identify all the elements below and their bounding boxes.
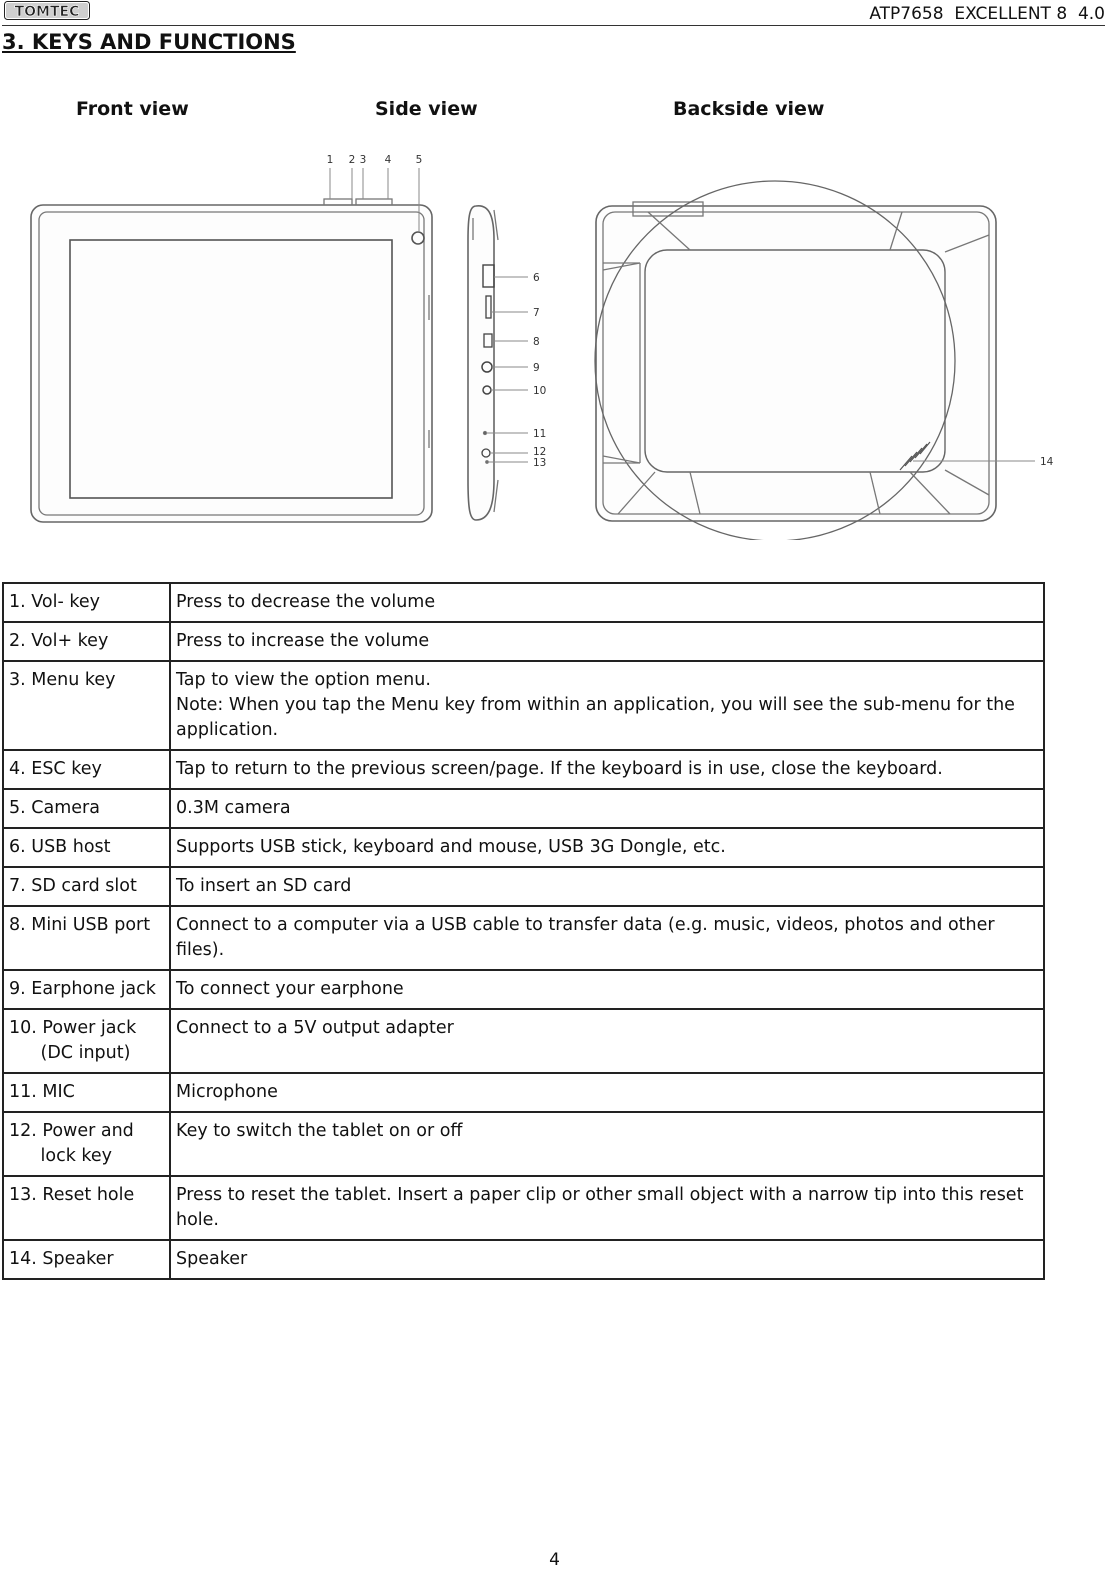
- callout-11: 11: [533, 428, 547, 440]
- backside-view-label: Backside view: [673, 98, 825, 120]
- key-cell: [3, 661, 170, 750]
- table-row: [3, 789, 1044, 828]
- key-description: Key to switch the tablet on or off: [176, 1121, 463, 1141]
- description-cell: [170, 1009, 1044, 1073]
- key-label: 5. Camera: [9, 798, 100, 818]
- key-description: Microphone: [176, 1082, 278, 1102]
- key-label: 10. Power jack (DC input): [9, 1018, 137, 1063]
- callout-9: 9: [533, 362, 540, 374]
- key-label: 8. Mini USB port: [9, 915, 151, 935]
- side-view-label: Side view: [375, 98, 478, 120]
- key-description: To connect your earphone: [176, 979, 404, 999]
- callout-1: 1: [326, 154, 334, 166]
- callout-5: 5: [415, 154, 423, 166]
- volume-keys-drawing: [324, 199, 352, 205]
- table-row: [3, 1240, 1044, 1279]
- front-view-label: Front view: [76, 98, 189, 120]
- side-view-drawing: [468, 206, 498, 520]
- description-cell: [170, 1240, 1044, 1279]
- table-row: [3, 1176, 1044, 1240]
- table-row: [3, 750, 1044, 789]
- table-row: [3, 828, 1044, 867]
- key-description: Connect to a computer via a USB cable to transfer data (e.g. music, videos, photos and other files).: [176, 915, 995, 960]
- callout-12: 12: [533, 446, 547, 458]
- table-row: [3, 1073, 1044, 1112]
- key-cell: [3, 750, 170, 789]
- key-cell: [3, 583, 170, 622]
- front-view-drawing: [31, 199, 432, 522]
- key-label: 7. SD card slot: [9, 876, 137, 896]
- section-title: 3. KEYS AND FUNCTIONS: [2, 30, 296, 54]
- description-cell: [170, 1112, 1044, 1176]
- callout-8: 8: [533, 336, 540, 348]
- key-description: Press to decrease the volume: [176, 592, 436, 612]
- table-row: [3, 1009, 1044, 1073]
- key-cell: [3, 1073, 170, 1112]
- key-label: 3. Menu key: [9, 670, 116, 690]
- description-cell: [170, 789, 1044, 828]
- key-description: Tap to return to the previous screen/page. If the keyboard is in use, close the keyboard.: [176, 759, 943, 779]
- key-description: Connect to a 5V output adapter: [176, 1018, 454, 1038]
- key-cell: [3, 867, 170, 906]
- key-description: Tap to view the option menu.: [176, 670, 431, 690]
- table-row: [3, 661, 1044, 750]
- callout-14: 14: [1040, 456, 1054, 468]
- callout-10: 10: [533, 385, 547, 397]
- key-label: 2. Vol+ key: [9, 631, 109, 651]
- logo-text: TOMTEC: [14, 4, 80, 20]
- key-cell: [3, 828, 170, 867]
- key-description: 0.3M camera: [176, 798, 291, 818]
- key-cell: [3, 1009, 170, 1073]
- table-row: [3, 583, 1044, 622]
- key-label: 1. Vol- key: [9, 592, 100, 612]
- callout-13: 13: [533, 457, 547, 469]
- callout-6: 6: [533, 272, 540, 284]
- description-cell: [170, 906, 1044, 970]
- description-cell: [170, 1176, 1044, 1240]
- page-number: 4: [549, 1550, 560, 1570]
- key-cell: [3, 622, 170, 661]
- description-cell: [170, 970, 1044, 1009]
- key-cell: [3, 789, 170, 828]
- key-label: 12. Power and lock key: [9, 1121, 134, 1166]
- backside-view-drawing: [595, 181, 1035, 540]
- keys-functions-table: [2, 582, 1045, 1280]
- key-cell: [3, 1176, 170, 1240]
- callout-4: 4: [384, 154, 392, 166]
- description-cell: [170, 750, 1044, 789]
- key-label: 4. ESC key: [9, 759, 102, 779]
- tomtec-logo: [4, 1, 90, 20]
- description-cell: [170, 828, 1044, 867]
- description-cell: [170, 583, 1044, 622]
- key-description: To insert an SD card: [176, 876, 352, 896]
- table-row: [3, 906, 1044, 970]
- description-cell: [170, 622, 1044, 661]
- key-description: Press to increase the volume: [176, 631, 430, 651]
- key-label: 9. Earphone jack: [9, 979, 156, 999]
- table-row: [3, 1112, 1044, 1176]
- menu-esc-keys-drawing: [356, 199, 392, 205]
- key-description: Press to reset the tablet. Insert a paper clip or other small object with a narrow tip into this reset hole.: [176, 1185, 1024, 1230]
- reset-hole-drawing: [486, 461, 488, 463]
- key-label: 14. Speaker: [9, 1249, 114, 1269]
- key-description: Speaker: [176, 1249, 248, 1269]
- callout-2: 2: [348, 154, 356, 166]
- description-cell: [170, 867, 1044, 906]
- key-label: 13. Reset hole: [9, 1185, 135, 1205]
- table-row: [3, 867, 1044, 906]
- key-label: 11. MIC: [9, 1082, 75, 1102]
- page-header: [2, 0, 1105, 26]
- callout-3: 3: [359, 154, 367, 166]
- document-id: ATP7658 EXCELLENT 8 4.0: [869, 4, 1105, 24]
- description-cell: [170, 1073, 1044, 1112]
- key-note: Note: When you tap the Menu key from within an application, you will see the sub-menu for the application.: [176, 695, 1015, 740]
- key-label: 6. USB host: [9, 837, 111, 857]
- table-row: [3, 622, 1044, 661]
- key-cell: [3, 906, 170, 970]
- device-diagram: [0, 140, 1109, 540]
- table-row: [3, 970, 1044, 1009]
- key-description: Supports USB stick, keyboard and mouse, USB 3G Dongle, etc.: [176, 837, 726, 857]
- key-cell: [3, 1112, 170, 1176]
- description-cell: [170, 661, 1044, 750]
- callout-7: 7: [533, 307, 540, 319]
- key-cell: [3, 1240, 170, 1279]
- key-cell: [3, 970, 170, 1009]
